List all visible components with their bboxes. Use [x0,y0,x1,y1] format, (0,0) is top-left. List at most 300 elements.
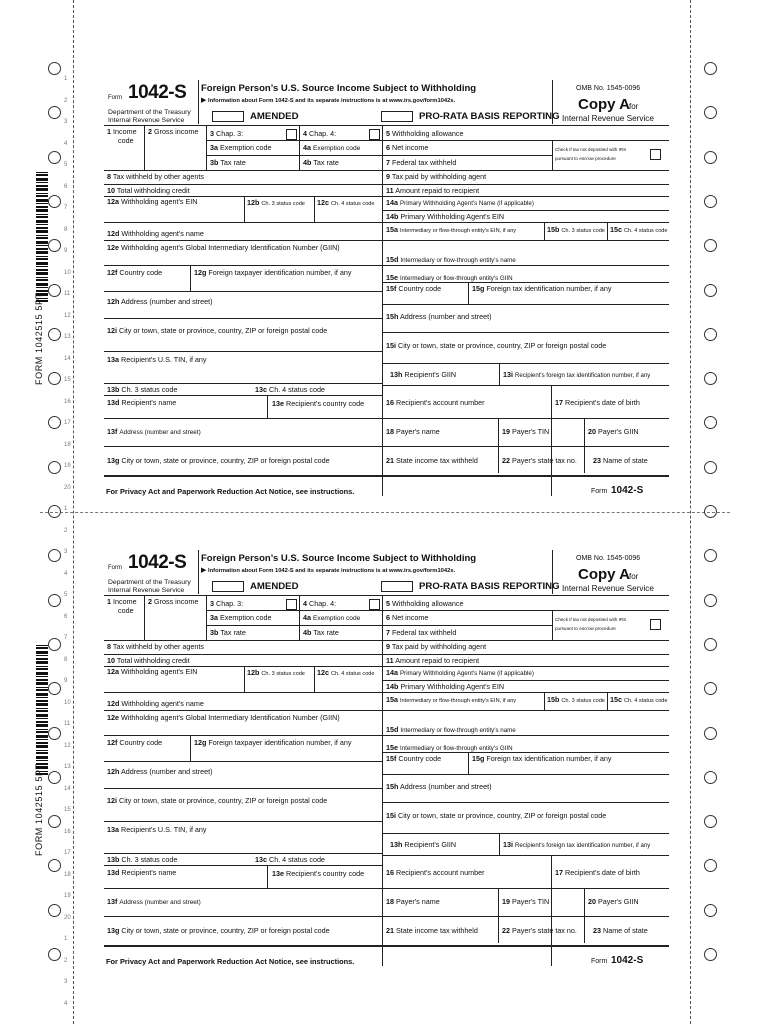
box-17-num: 17 [555,398,563,407]
footer-form-word: Form [591,958,608,965]
pro-rata-label: PRO-RATA BASIS REPORTING [419,581,560,592]
barcode-bar [36,658,48,660]
barcode-bar [36,206,48,208]
chap-3-checkbox[interactable] [286,599,297,610]
box-2-num: 2 [148,597,152,606]
box-15d-num: 15d [386,255,399,264]
box-4b-num: 4b [303,628,312,637]
tractor-hole [48,594,61,607]
box-10-num: 10 [107,186,115,195]
box-12b-label: Ch. 3 status code [261,671,305,677]
line-number: 17 [64,850,71,856]
box-12i-num: 12i [107,796,117,805]
line-number: 1 [64,76,68,82]
box-13a-num: 13a [107,825,119,834]
box-15f-label: Country code [398,754,442,763]
box-12g-num: 12g [194,738,207,747]
barcode-bar [36,248,48,250]
escrow-checkbox[interactable] [650,149,661,160]
form-word: Form [108,565,122,571]
box-21-num: 21 [386,456,394,465]
barcode-bar [36,689,48,691]
tractor-hole [48,859,61,872]
box-4a-label: Exemption code [313,615,361,622]
department: Department of the Treasury [108,109,191,116]
box-14a-num: 14a [386,198,398,207]
box-13i-num: 13i [503,840,513,849]
barcode-bar [36,750,48,751]
box-15f-num: 15f [386,284,397,293]
box-10-num: 10 [107,656,115,665]
pro-rata-label: PRO-RATA BASIS REPORTING [419,111,560,122]
box-3b-num: 3b [210,158,219,167]
line-number: 18 [64,871,71,878]
box-3a-num: 3a [210,613,218,622]
box-13b-label: Ch. 3 status code [121,385,178,394]
barcode-bar [36,258,48,260]
box-13g-num: 13g [107,926,120,935]
barcode-bar [36,651,48,654]
barcode-bar [36,203,48,204]
barcode-bar [36,703,48,706]
form-word: Form [108,95,122,101]
tractor-hole [704,239,717,252]
footer-form-word: Form [591,488,608,495]
box-16-num: 16 [386,398,394,407]
barcode-bar [36,182,48,183]
box-2-num: 2 [148,127,152,136]
box-17-label: Recipient's date of birth [565,398,640,407]
info-line: Information about Form 1042-S and its separate instructions is at www.irs.gov/form1042s. [208,98,456,104]
box-13a-label: Recipient's U.S. TIN, if any [121,825,207,834]
box-15g-label: Foreign tax identification number, if any [486,754,612,763]
box-14b-num: 14b [386,682,399,691]
tractor-hole [704,328,717,341]
box-13c-num: 13c [255,855,267,864]
form-number: 1042-S [128,552,187,573]
box-15d-label: Intermediary or flow-through entity's name [400,727,516,734]
tractor-hole [704,372,717,385]
line-number: 7 [64,635,68,641]
line-number: 4 [64,570,68,577]
barcode-bar [36,235,48,236]
escrow-text-2: pursuant to escrow procedure [555,626,616,631]
barcode-bar [36,279,48,281]
barcode-bar [36,724,48,727]
line-number: 5 [64,162,68,168]
box-5-label: Withholding allowance [392,129,464,138]
tractor-hole [48,106,61,119]
amended-label: AMENDED [250,111,299,122]
box-22-num: 22 [502,926,510,935]
barcode-bar [36,708,48,709]
box-4a-num: 4a [303,143,311,152]
box-12f-label: Country code [119,738,163,747]
box-17-label: Recipient's date of birth [565,868,640,877]
amended-checkbox[interactable] [212,111,244,122]
form-title: Foreign Person’s U.S. Source Income Subject to Withholding [201,553,477,564]
box-16-label: Recipient's account number [396,398,485,407]
box-2-label: Gross income [154,127,199,136]
tractor-hole [48,638,61,651]
amended-checkbox[interactable] [212,581,244,592]
box-20-label: Payer's GIIN [598,897,639,906]
line-number: 3 [64,979,68,985]
privacy-notice: For Privacy Act and Paperwork Reduction Act Notice, see instructions. [106,957,355,966]
barcode-bar [36,645,48,646]
box-4-num: 4 [303,129,307,138]
box-15b-num: 15b [547,695,560,704]
tractor-hole [48,505,61,518]
box-8-label: Tax withheld by other agents [112,172,204,181]
box-18-num: 18 [386,427,394,436]
chap-4-checkbox[interactable] [369,599,380,610]
box-12h-num: 12h [107,297,120,306]
box-9-label: Tax paid by withholding agent [391,172,487,181]
box-13c-label: Ch. 4 status code [269,855,325,864]
chap-4-checkbox[interactable] [369,129,380,140]
box-3b-label: Tax rate [220,158,246,167]
box-13h-label: Recipient's GIIN [404,370,457,379]
box-23-label: Name of state [603,456,648,465]
box-13i-num: 13i [503,370,513,379]
box-15b-num: 15b [547,225,560,234]
box-13i-label: Recipient's foreign tax identification number, if any [515,842,651,849]
box-9-num: 9 [386,172,390,181]
escrow-text-1: Check if tax not deposited with IRS [555,147,627,152]
tractor-hole [704,284,717,297]
box-5-num: 5 [386,599,390,608]
tractor-hole [704,195,717,208]
box-13b-num: 13b [107,855,120,864]
box-14a-num: 14a [386,668,398,677]
box-4b-label: Tax rate [313,158,339,167]
box-15g-label: Foreign tax identification number, if any [486,284,612,293]
box-15c-num: 15c [610,225,622,234]
line-number: 4 [64,140,68,147]
box-16-num: 16 [386,868,394,877]
tractor-hole [48,62,61,75]
chap-3-checkbox[interactable] [286,129,297,140]
box-12h-label: Address (number and street) [121,297,213,306]
barcode-bar [36,668,48,670]
box-6-num: 6 [386,143,390,152]
box-12f-num: 12f [107,268,118,277]
info-arrow-icon: ▶ [201,567,207,574]
box-8-num: 8 [107,172,111,181]
box-19-label: Payer's TIN [512,427,550,436]
barcode-bar [36,174,48,176]
box-12a-num: 12a [107,197,119,206]
box-15f-label: Country code [398,284,442,293]
barcode-bar [36,679,48,681]
box-13f-num: 13f [107,427,118,436]
box-12h-label: Address (number and street) [121,767,213,776]
box-3-num: 3 [210,599,214,608]
tractor-hole [48,727,61,740]
barcode-bar [36,714,48,717]
barcode-bar [36,269,48,271]
tractor-hole [48,904,61,917]
box-1-label-b: code [118,136,134,145]
box-13f-label: Address (number and street) [119,429,201,436]
box-6-label: Net income [392,143,429,152]
tractor-hole [704,505,717,518]
box-20-num: 20 [588,427,596,436]
barcode-bar [36,697,48,698]
copy-for: for [629,572,639,581]
line-number: 9 [64,248,68,254]
box-8-label: Tax withheld by other agents [112,642,204,651]
tractor-hole [48,151,61,164]
box-12a-num: 12a [107,667,119,676]
box-15a-num: 15a [386,225,398,234]
tractor-hole [704,682,717,695]
box-19-num: 19 [502,427,510,436]
box-12a-label: Withholding agent's EIN [121,667,198,676]
box-13h-num: 13h [390,840,403,849]
tractor-hole [48,815,61,828]
department: Department of the Treasury [108,579,191,586]
line-number: 10 [64,269,71,276]
tractor-hole [704,727,717,740]
box-4-label: Chap. 4: [309,599,337,608]
barcode-bar [36,739,48,740]
tractor-hole [704,549,717,562]
line-number: 18 [64,441,71,448]
line-number: 4 [64,1000,68,1007]
box-20-num: 20 [588,897,596,906]
box-15a-label: Intermediary or flow-through entity's EIN, if any [400,228,517,234]
copy-a: Copy A [578,566,630,583]
barcode-bar [36,745,48,748]
box-15c-num: 15c [610,695,622,704]
barcode-bar [36,687,48,688]
box-12c-num: 12c [317,198,329,207]
box-13c-num: 13c [255,385,267,394]
box-13g-label: City or town, state or province, country, ZIP or foreign postal code [121,926,330,935]
barcode-bar [36,718,48,719]
escrow-checkbox[interactable] [650,619,661,630]
box-23-num: 23 [593,456,601,465]
box-12c-label: Ch. 4 status code [331,201,375,207]
barcode-bar [36,729,48,730]
box-15i-num: 15i [386,341,396,350]
tractor-hole [704,948,717,961]
box-12a-label: Withholding agent's EIN [121,197,198,206]
box-23-num: 23 [593,926,601,935]
barcode-bar [36,700,48,702]
box-15h-num: 15h [386,312,399,321]
box-18-label: Payer's name [396,427,440,436]
tractor-hole [704,771,717,784]
box-15e-label: Intermediary or flow-through entity's GIIN [400,275,513,282]
box-15i-num: 15i [386,811,396,820]
tractor-hole [48,239,61,252]
pro-rata-checkbox[interactable] [381,111,413,122]
box-11-num: 11 [386,186,394,195]
copy-irs: Internal Revenue Service [562,114,654,123]
box-3-label: Chap. 3: [216,129,244,138]
barcode-bar [36,661,48,664]
tractor-hole [704,815,717,828]
box-7-num: 7 [386,628,390,637]
box-12d-num: 12d [107,229,120,238]
box-13c-label: Ch. 4 status code [269,385,325,394]
box-5-num: 5 [386,129,390,138]
line-number: 16 [64,398,71,405]
box-5-label: Withholding allowance [392,599,464,608]
box-15g-num: 15g [472,754,485,763]
box-15c-label: Ch. 4 status code [624,228,668,234]
barcode-bar [36,272,48,275]
box-12f-num: 12f [107,738,118,747]
tractor-hole [48,284,61,297]
line-number: 19 [64,463,71,469]
barcode-bar [36,710,48,712]
tractor-hole [704,638,717,651]
box-15b-label: Ch. 3 status code [561,698,605,704]
barcode-bar [36,172,48,173]
form-number: 1042-S [128,82,187,103]
box-15f-num: 15f [386,754,397,763]
box-11-label: Amount repaid to recipient [395,656,480,665]
box-12b-label: Ch. 3 status code [261,201,305,207]
box-23-label: Name of state [603,926,648,935]
box-12i-num: 12i [107,326,117,335]
barcode-bar [36,193,48,194]
box-12i-label: City or town, state or province, country, ZIP or foreign postal code [119,326,328,335]
escrow-text-1: Check if tax not deposited with IRS [555,617,627,622]
box-4-label: Chap. 4: [309,129,337,138]
box-13a-num: 13a [107,355,119,364]
box-12g-num: 12g [194,268,207,277]
line-number: 3 [64,549,68,555]
box-1-label: Income [113,597,137,606]
box-15c-label: Ch. 4 status code [624,698,668,704]
box-12e-num: 12e [107,713,119,722]
info-arrow-icon: ▶ [201,97,207,104]
box-13h-num: 13h [390,370,403,379]
box-12d-label: Withholding agent's name [121,229,204,238]
barcode-bar [36,676,48,677]
box-13b-label: Ch. 3 status code [121,855,178,864]
tractor-hole [704,461,717,474]
tractor-hole [704,859,717,872]
barcode-bar [36,199,48,202]
barcode-bar [36,655,48,656]
box-19-num: 19 [502,897,510,906]
box-22-num: 22 [502,456,510,465]
box-13e-num: 13e [272,869,284,878]
box-13d-label: Recipient's name [121,398,177,407]
tractor-hole [48,195,61,208]
box-15h-label: Address (number and street) [400,312,492,321]
tractor-hole [704,416,717,429]
barcode-bar [36,241,48,244]
pro-rata-checkbox[interactable] [381,581,413,592]
line-number: 17 [64,420,71,426]
tractor-hole [704,106,717,119]
line-number: 15 [64,377,71,383]
box-13d-label: Recipient's name [121,868,177,877]
line-number: 6 [64,613,68,620]
box-12c-label: Ch. 4 status code [331,671,375,677]
form-title: Foreign Person’s U.S. Source Income Subject to Withholding [201,83,477,94]
line-number: 7 [64,205,68,211]
box-3a-label: Exemption code [220,143,272,152]
box-10-label: Total withholding credit [116,186,190,195]
box-13e-label: Recipient's country code [286,869,365,878]
tractor-hole [48,549,61,562]
box-6-label: Net income [392,613,429,622]
barcode-bar [36,178,48,181]
box-12d-num: 12d [107,699,120,708]
box-15h-num: 15h [386,782,399,791]
box-14b-num: 14b [386,212,399,221]
barcode-bar [36,227,48,229]
barcode-bar [36,693,48,696]
barcode-bar [36,256,48,257]
line-number: 8 [64,656,68,663]
box-12b-num: 12b [247,668,260,677]
box-13f-num: 13f [107,897,118,906]
privacy-notice: For Privacy Act and Paperwork Reduction Act Notice, see instructions. [106,487,355,496]
box-12b-num: 12b [247,198,260,207]
box-18-label: Payer's name [396,897,440,906]
tractor-hole [704,594,717,607]
box-11-num: 11 [386,656,394,665]
barcode-bar [36,262,48,265]
box-15d-label: Intermediary or flow-through entity's name [400,257,516,264]
box-12h-num: 12h [107,767,120,776]
box-13d-num: 13d [107,398,120,407]
box-13d-num: 13d [107,868,120,877]
barcode-bar [36,209,48,212]
box-11-label: Amount repaid to recipient [395,186,480,195]
box-12i-label: City or town, state or province, country, ZIP or foreign postal code [119,796,328,805]
box-3a-label: Exemption code [220,613,272,622]
line-number: 12 [64,312,71,319]
line-number: 19 [64,893,71,899]
barcode-bar [36,283,48,286]
tractor-hole [48,771,61,784]
side-form-label-bottom: FORM 1042515 5PT [34,763,44,856]
tractor-hole [48,461,61,474]
box-12e-label: Withholding agent's Global Intermediary Identification Number (GIIN) [121,713,340,722]
tractor-hole [48,948,61,961]
tractor-hole [48,416,61,429]
box-19-label: Payer's TIN [512,897,550,906]
line-number: 2 [64,97,68,104]
line-number: 2 [64,957,68,964]
box-15b-label: Ch. 3 status code [561,228,605,234]
box-21-label: State income tax withheld [396,456,478,465]
box-14a-label: Primary Withholding Agent's Name (if applicable) [400,670,534,677]
barcode-bar [36,731,48,733]
box-4a-num: 4a [303,613,311,622]
line-number: 20 [64,484,71,491]
line-number: 1 [64,936,68,942]
barcode-bar [36,760,48,761]
box-4b-label: Tax rate [313,628,339,637]
line-number: 1 [64,506,68,512]
box-17-num: 17 [555,868,563,877]
box-14b-label: Primary Withholding Agent's EIN [400,682,505,691]
box-14b-label: Primary Withholding Agent's EIN [400,212,505,221]
line-number: 13 [64,764,71,770]
tractor-hole [704,62,717,75]
